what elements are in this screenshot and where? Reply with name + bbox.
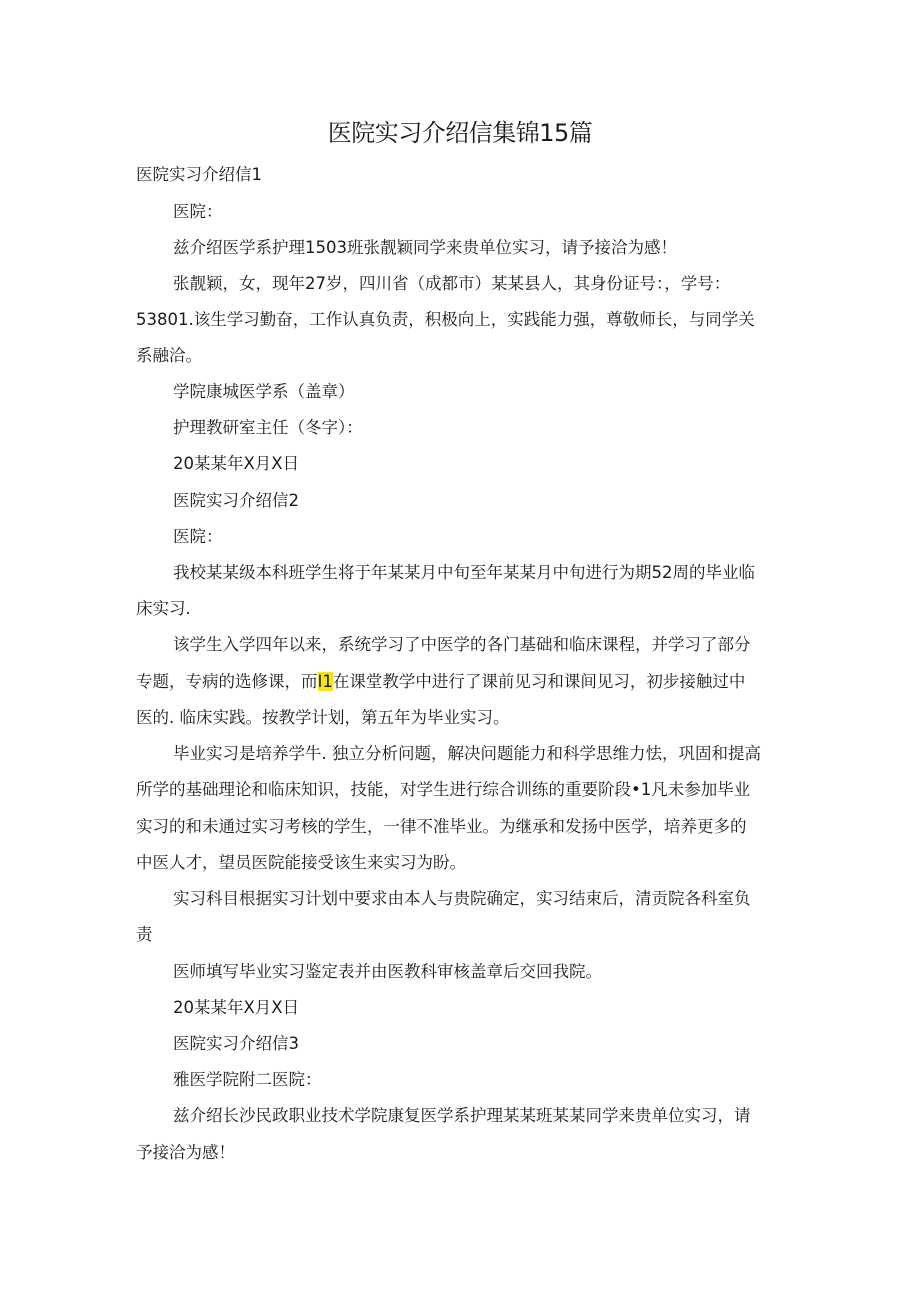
paragraph-line: 医的. 临床实践。按教学计划，第五年为毕业实习。 <box>136 708 510 727</box>
paragraph-line: 毕业实习是培养学牛. 独立分析问题，解决问题能力和科学思维力怯，巩固和提高 <box>173 744 761 763</box>
salutation: 医院： <box>173 527 223 546</box>
text-run: 在课堂教学中进行了课前见习和课间见习，初步接触过中 <box>332 672 746 691</box>
section-heading-3: 医院实习介绍信3 <box>173 1034 299 1053</box>
paragraph-line: 实习科目根据实习计划中要求由本人与贵院确定，实习结束后，清贡院各科室负 <box>173 889 751 908</box>
text-run: 专题，专病的选修课，而 <box>136 672 318 691</box>
highlighted-text: I1 <box>317 672 333 691</box>
salutation: 医院： <box>173 202 223 221</box>
paragraph-line: 所学的基础理论和临床知识，技能，对学生进行综合训练的重要阶段•1凡未参加毕业 <box>136 780 751 799</box>
salutation: 雅医学院附二医院： <box>173 1070 322 1089</box>
paragraph-line: 系融洽。 <box>136 346 202 365</box>
paragraph-line: 中医人才，望员医院能接受该生来实习为盼。 <box>136 853 466 872</box>
paragraph-line <box>136 670 745 694</box>
section-heading-2: 医院实习介绍信2 <box>173 491 299 510</box>
paragraph-line: 责 <box>136 925 153 944</box>
paragraph-line: 兹介绍医学系护理1503班张靓颖同学来贵单位实习，请予接洽为感！ <box>173 238 677 257</box>
paragraph-line: 兹介绍长沙民政职业技术学院康复医学系护理某某班某某同学来贵单位实习，请 <box>173 1106 751 1125</box>
paragraph-line: 该学生入学四年以来，系统学习了中医学的各门基础和临床课程，并学习了部分 <box>173 635 751 654</box>
paragraph-line: 床实习. <box>136 599 191 618</box>
paragraph-line: 53801.该生学习勤奋，工作认真负责，积极向上，实践能力强，尊敬师长，与同学关 <box>136 310 755 329</box>
date-line: 20某某年X月X日 <box>173 998 300 1017</box>
paragraph-line: 实习的和未通过实习考核的学生，一律不准毕业。为继承和发扬中医学，培养更多的 <box>136 817 747 836</box>
section-heading-1: 医院实习介绍信1 <box>136 165 262 184</box>
document-title: 医院实习介绍信集锦15篇 <box>327 119 593 147</box>
paragraph-line: 张靓颖，女，现年27岁，四川省（成都市）某某县人，其身份证号：，学号： <box>173 274 731 293</box>
signature-line: 护理教研室主任（冬字）： <box>173 418 363 437</box>
paragraph-line: 医师填写毕业实习鉴定表并由医教科审核盖章后交回我院。 <box>173 962 602 981</box>
date-line: 20某某年X月X日 <box>173 454 300 473</box>
paragraph-line: 我校某某级本科班学生将于年某某月中旬至年某某月中旬进行为期52周的毕业临 <box>173 563 755 582</box>
signature-line: 学院康城医学系（盖章） <box>173 382 355 401</box>
paragraph-line: 予接洽为感！ <box>136 1143 235 1162</box>
